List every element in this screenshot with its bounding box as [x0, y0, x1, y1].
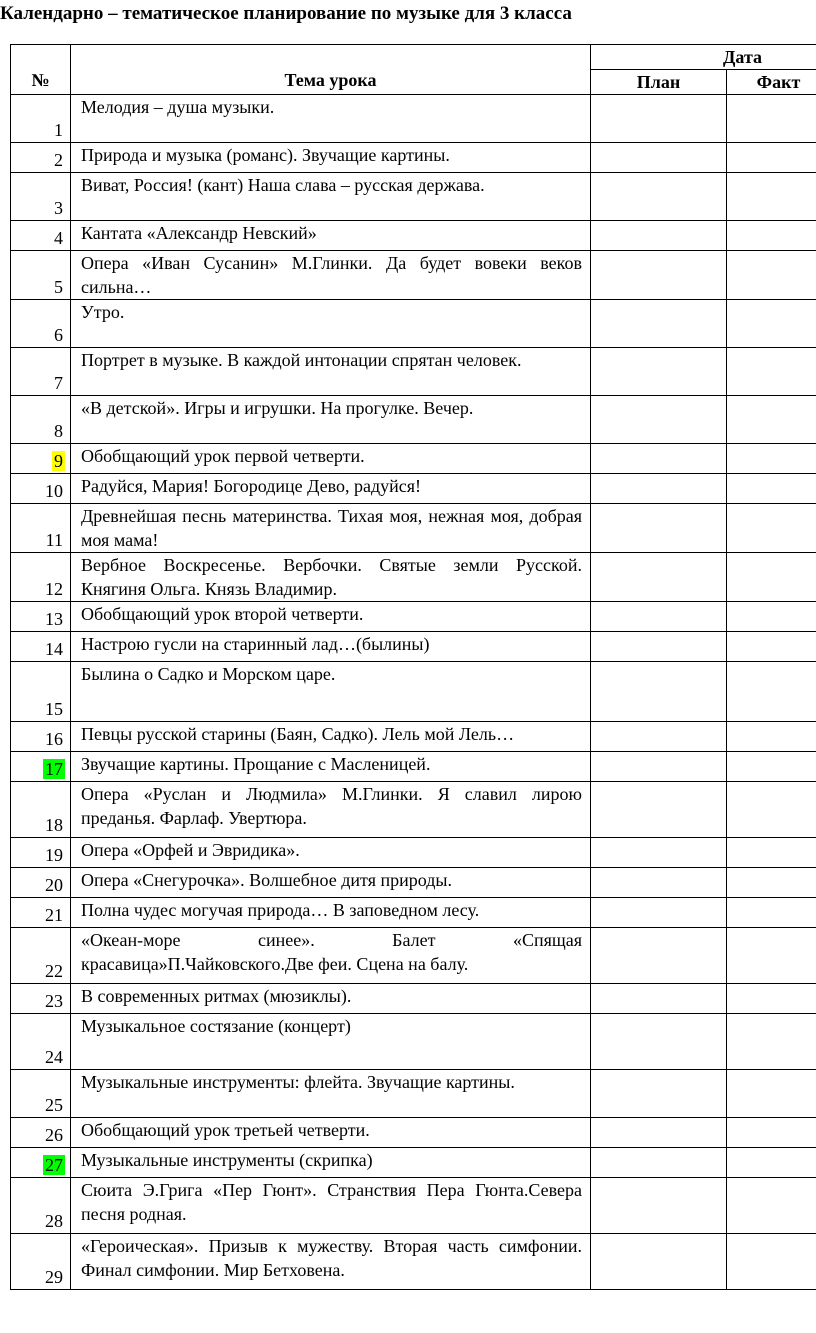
table-row	[11, 221, 816, 251]
lesson-number-cell	[11, 173, 71, 221]
plan-date-cell[interactable]	[591, 868, 727, 898]
lesson-number-cell	[11, 1070, 71, 1118]
fact-date-cell[interactable]	[727, 474, 816, 504]
plan-date-cell[interactable]	[591, 752, 727, 782]
lesson-topic: Настрою гусли на старинный лад…(былины)	[71, 632, 591, 662]
lesson-number-cell	[11, 1014, 71, 1070]
lesson-number-cell	[11, 95, 71, 143]
fact-date-cell[interactable]	[727, 602, 816, 632]
lesson-topic: Портрет в музыке. В каждой интонации спрятан человек.	[71, 348, 591, 396]
lesson-topic: Обобщающий урок третьей четверти.	[71, 1118, 591, 1148]
lesson-number: 16	[45, 729, 63, 749]
lesson-topic: Певцы русской старины (Баян, Садко). Лель мой Лель…	[71, 722, 591, 752]
plan-date-cell[interactable]	[591, 444, 727, 474]
lesson-topic: Обобщающий урок первой четверти.	[71, 444, 591, 474]
table-row	[11, 632, 816, 662]
plan-date-cell[interactable]	[591, 782, 727, 838]
table-row	[11, 251, 816, 300]
lesson-number: 7	[54, 373, 63, 393]
lesson-topic: В современных ритмах (мюзиклы).	[71, 984, 591, 1014]
table-row	[11, 1070, 816, 1118]
lesson-number-cell	[11, 251, 71, 300]
table-row	[11, 300, 816, 348]
table-row	[11, 782, 816, 838]
table-row	[11, 662, 816, 722]
fact-date-cell[interactable]	[727, 1070, 816, 1118]
plan-date-cell[interactable]	[591, 143, 727, 173]
lesson-number-cell	[11, 1234, 71, 1290]
plan-date-cell[interactable]	[591, 221, 727, 251]
lesson-number-cell	[11, 221, 71, 251]
lesson-topic: Былина о Садко и Морском царе.	[71, 662, 591, 722]
table-row	[11, 553, 816, 602]
lesson-number: 22	[45, 961, 63, 981]
plan-date-cell[interactable]	[591, 95, 727, 143]
lesson-topic: Обобщающий урок второй четверти.	[71, 602, 591, 632]
table-row	[11, 898, 816, 928]
lesson-number: 15	[45, 699, 63, 719]
fact-date-cell[interactable]	[727, 868, 816, 898]
lesson-number: 20	[45, 875, 63, 895]
lesson-topic: Кантата «Александр Невский»	[71, 221, 591, 251]
lesson-number: 17	[45, 759, 63, 779]
fact-date-cell[interactable]	[727, 632, 816, 662]
table-row	[11, 1014, 816, 1070]
lesson-number: 24	[45, 1047, 63, 1067]
lesson-topic: Мелодия – душа музыки.	[71, 95, 591, 143]
plan-date-cell[interactable]	[591, 348, 727, 396]
table-row	[11, 504, 816, 553]
lesson-number-cell	[11, 1148, 71, 1178]
fact-date-cell[interactable]	[727, 1148, 816, 1178]
lesson-number-cell	[11, 898, 71, 928]
lesson-topic: Опера «Руслан и Людмила» М.Глинки. Я славил лирою преданья. Фарлаф. Увертюра.	[71, 782, 591, 838]
fact-date-cell[interactable]	[727, 348, 816, 396]
lesson-number-cell	[11, 984, 71, 1014]
lesson-number: 27	[45, 1155, 63, 1175]
lesson-number-cell	[11, 553, 71, 602]
fact-date-cell[interactable]	[727, 662, 816, 722]
fact-date-cell[interactable]	[727, 898, 816, 928]
table-row	[11, 474, 816, 504]
lesson-number-cell	[11, 504, 71, 553]
fact-date-cell[interactable]	[727, 782, 816, 838]
fact-date-cell[interactable]	[727, 396, 816, 444]
lesson-number-cell	[11, 1178, 71, 1234]
document-title: Календарно – тематическое планирование по музыке для 3 класса	[0, 3, 572, 24]
plan-date-cell[interactable]	[591, 300, 727, 348]
lesson-topic: Полна чудес могучая природа… В заповедном лесу.	[71, 898, 591, 928]
plan-date-cell[interactable]	[591, 722, 727, 752]
lesson-number-cell	[11, 752, 71, 782]
plan-date-cell[interactable]	[591, 662, 727, 722]
plan-date-cell[interactable]	[591, 602, 727, 632]
lesson-number: 29	[45, 1267, 63, 1287]
fact-date-cell[interactable]	[727, 928, 816, 984]
table-row	[11, 722, 816, 752]
fact-date-cell[interactable]	[727, 553, 816, 602]
plan-date-cell[interactable]	[591, 1234, 727, 1290]
plan-date-cell[interactable]	[591, 984, 727, 1014]
lesson-number-cell	[11, 143, 71, 173]
lesson-topic: Музыкальное состязание (концерт)	[71, 1014, 591, 1070]
fact-date-cell[interactable]	[727, 1014, 816, 1070]
plan-date-cell[interactable]	[591, 251, 727, 300]
lesson-number: 28	[45, 1211, 63, 1231]
fact-date-cell[interactable]	[727, 143, 816, 173]
header-number: №	[11, 45, 71, 95]
lesson-topic: «В детской». Игры и игрушки. На прогулке. Вечер.	[71, 396, 591, 444]
table-row	[11, 868, 816, 898]
table-row	[11, 95, 816, 143]
lesson-number-cell	[11, 868, 71, 898]
fact-date-cell[interactable]	[727, 300, 816, 348]
lesson-topic: «Океан-море синее». Балет «Спящая красавица»П.Чайковского.Две феи. Сцена на балу.	[71, 928, 591, 984]
plan-date-cell[interactable]	[591, 173, 727, 221]
fact-date-cell[interactable]	[727, 1234, 816, 1290]
lesson-number-cell	[11, 662, 71, 722]
lesson-number: 3	[54, 198, 63, 218]
lesson-topic: Опера «Орфей и Эвридика».	[71, 838, 591, 868]
lesson-number: 5	[54, 277, 63, 297]
fact-date-cell[interactable]	[727, 752, 816, 782]
lesson-number-cell	[11, 602, 71, 632]
lesson-topic: Звучащие картины. Прощание с Масленицей.	[71, 752, 591, 782]
table-row	[11, 602, 816, 632]
lesson-number-cell	[11, 722, 71, 752]
fact-date-cell[interactable]	[727, 251, 816, 300]
lesson-number: 18	[45, 815, 63, 835]
lesson-number: 8	[54, 421, 63, 441]
table-row	[11, 838, 816, 868]
lesson-number: 14	[45, 639, 63, 659]
lesson-topic: Музыкальные инструменты (скрипка)	[71, 1148, 591, 1178]
table-row	[11, 984, 816, 1014]
table-row	[11, 1118, 816, 1148]
table-row	[11, 444, 816, 474]
lesson-number-cell	[11, 444, 71, 474]
table-row	[11, 1178, 816, 1234]
lesson-number: 4	[54, 228, 63, 248]
lesson-number-cell	[11, 632, 71, 662]
table-row	[11, 1148, 816, 1178]
header-date: Дата	[591, 45, 816, 70]
lesson-number: 13	[45, 609, 63, 629]
lesson-topic: Опера «Снегурочка». Волшебное дитя природы.	[71, 868, 591, 898]
lesson-topic: Виват, Россия! (кант) Наша слава – русская держава.	[71, 173, 591, 221]
fact-date-cell[interactable]	[727, 838, 816, 868]
lesson-number: 9	[54, 451, 63, 471]
table-row	[11, 928, 816, 984]
lesson-number-cell	[11, 838, 71, 868]
lesson-number: 11	[45, 530, 63, 550]
plan-date-cell[interactable]	[591, 838, 727, 868]
header-plan: План	[591, 70, 727, 95]
table-row	[11, 143, 816, 173]
lesson-number: 12	[45, 579, 63, 599]
lesson-topic: Сюита Э.Грига «Пер Гюнт». Странствия Пера Гюнта.Севера песня родная.	[71, 1178, 591, 1234]
plan-date-cell[interactable]	[591, 1118, 727, 1148]
lesson-number: 1	[54, 120, 63, 140]
table-row	[11, 173, 816, 221]
lesson-number: 19	[45, 845, 63, 865]
plan-date-cell[interactable]	[591, 553, 727, 602]
plan-date-cell[interactable]	[591, 1014, 727, 1070]
fact-date-cell[interactable]	[727, 173, 816, 221]
lesson-plan-table	[10, 44, 816, 1290]
lesson-number: 23	[45, 991, 63, 1011]
plan-date-cell[interactable]	[591, 928, 727, 984]
lesson-number: 25	[45, 1095, 63, 1115]
fact-date-cell[interactable]	[727, 221, 816, 251]
lesson-topic: Природа и музыка (романс). Звучащие картины.	[71, 143, 591, 173]
plan-date-cell[interactable]	[591, 504, 727, 553]
header-fact: Факт	[727, 70, 816, 95]
lesson-number: 6	[54, 325, 63, 345]
fact-date-cell[interactable]	[727, 722, 816, 752]
fact-date-cell[interactable]	[727, 95, 816, 143]
table-row	[11, 348, 816, 396]
lesson-number-cell	[11, 396, 71, 444]
lesson-topic: Древнейшая песнь материнства. Тихая моя, нежная моя, добрая моя мама!	[71, 504, 591, 553]
plan-date-cell[interactable]	[591, 1070, 727, 1118]
lesson-number-cell	[11, 348, 71, 396]
table-row	[11, 1234, 816, 1290]
lesson-topic: Утро.	[71, 300, 591, 348]
fact-date-cell[interactable]	[727, 504, 816, 553]
fact-date-cell[interactable]	[727, 444, 816, 474]
fact-date-cell[interactable]	[727, 1118, 816, 1148]
lesson-number-cell	[11, 1118, 71, 1148]
lesson-topic: Опера «Иван Сусанин» М.Глинки. Да будет вовеки веков сильна…	[71, 251, 591, 300]
lesson-number: 2	[54, 150, 63, 170]
plan-date-cell[interactable]	[591, 1178, 727, 1234]
lesson-number-cell	[11, 300, 71, 348]
lesson-number: 10	[45, 481, 63, 501]
table-row	[11, 396, 816, 444]
lesson-number-cell	[11, 782, 71, 838]
plan-date-cell[interactable]	[591, 1148, 727, 1178]
lesson-topic: Музыкальные инструменты: флейта. Звучащие картины.	[71, 1070, 591, 1118]
fact-date-cell[interactable]	[727, 984, 816, 1014]
lesson-number-cell	[11, 474, 71, 504]
lesson-topic: «Героическая». Призыв к мужеству. Вторая часть симфонии. Финал симфонии. Мир Бетховена.	[71, 1234, 591, 1290]
lesson-topic: Вербное Воскресенье. Вербочки. Святые земли Русской. Княгиня Ольга. Князь Владимир.	[71, 553, 591, 602]
plan-date-cell[interactable]	[591, 396, 727, 444]
lesson-number: 26	[45, 1125, 63, 1145]
plan-date-cell[interactable]	[591, 632, 727, 662]
lesson-number: 21	[45, 905, 63, 925]
table-row	[11, 752, 816, 782]
lesson-topic: Радуйся, Мария! Богородице Дево, радуйся!	[71, 474, 591, 504]
fact-date-cell[interactable]	[727, 1178, 816, 1234]
header-topic: Тема урока	[71, 45, 591, 95]
plan-date-cell[interactable]	[591, 898, 727, 928]
plan-date-cell[interactable]	[591, 474, 727, 504]
lesson-number-cell	[11, 928, 71, 984]
